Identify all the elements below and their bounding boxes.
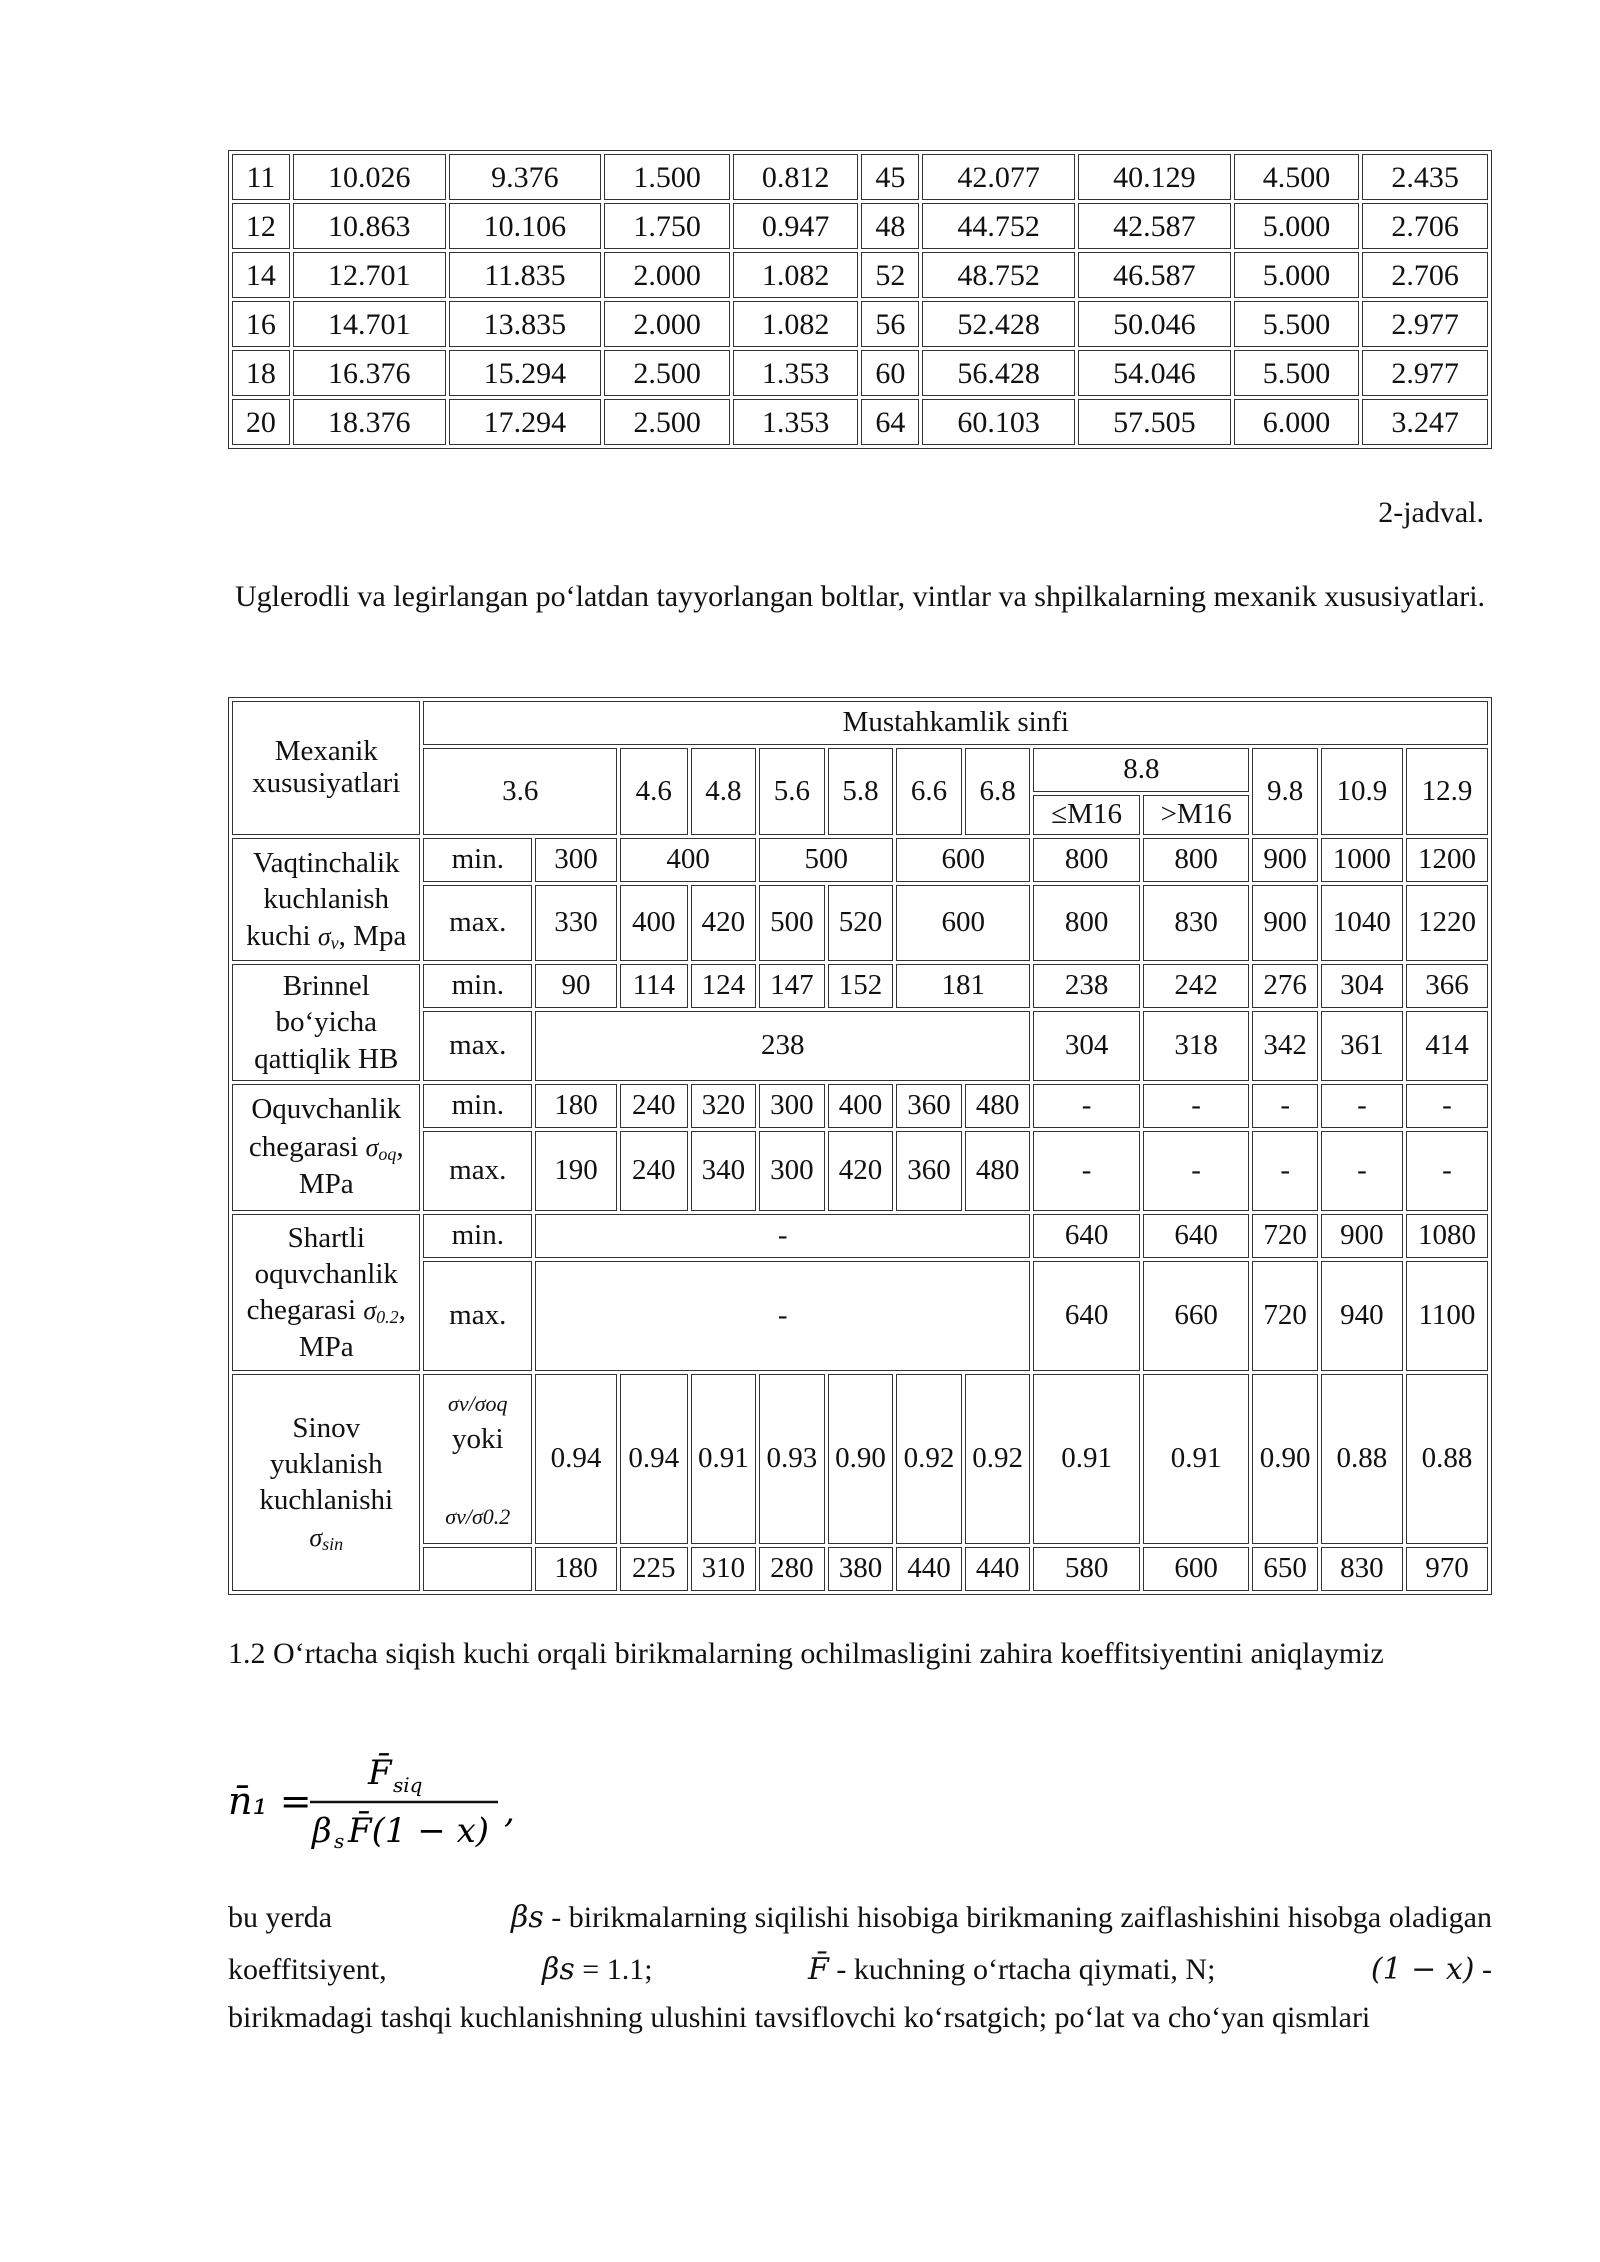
table-cell: 42.587 [1078,203,1231,249]
cell: - [1143,1131,1250,1211]
formula-beta-sub: s [334,1829,345,1853]
formula-beta: β [312,1811,332,1851]
cell: 800 [1033,885,1140,961]
table-cell: 2.435 [1362,154,1488,200]
cell: 238 [535,1011,1030,1081]
table-cell: 9.376 [449,154,602,200]
formula-numerator-sub: siq [393,1773,423,1797]
cell: 500 [759,838,893,882]
table-cell: 54.046 [1078,350,1231,396]
table-row [232,252,1488,298]
class-8-8-large: >M16 [1143,795,1250,835]
cell: - [1033,1131,1140,1211]
cell: 276 [1252,964,1318,1008]
table-cell: 56 [861,301,919,347]
cell: 0.90 [828,1374,894,1544]
sigma-subscript: oq [378,1143,397,1164]
formula-comma: , [504,1791,515,1831]
explanation-text: - [1481,1953,1492,1986]
sigma-symbol: σ [363,1296,377,1326]
cell: 900 [1252,885,1318,961]
cell: - [1406,1131,1488,1211]
cell: - [1252,1084,1318,1128]
cell: 300 [535,838,617,882]
max-label: max. [423,885,532,961]
cell: 414 [1406,1011,1488,1081]
cell: 300 [759,1084,825,1128]
cell: 400 [620,838,756,882]
sigma-subscript: sin [322,1533,344,1554]
cell: 480 [965,1131,1031,1211]
cell: 366 [1406,964,1488,1008]
table-cell: 2.000 [604,301,730,347]
table-cell: 10.026 [293,154,446,200]
cell: 380 [828,1547,894,1591]
sigma-symbol: σ [317,921,331,951]
cell: 240 [620,1131,688,1211]
table-cell: 6.000 [1234,399,1360,445]
min-label: min. [423,838,532,882]
table-cell: 42.077 [922,154,1075,200]
table-cell: 2.977 [1362,301,1488,347]
table-cell: 15.294 [449,350,602,396]
cell: 650 [1252,1547,1318,1591]
sigma-symbol: σ [309,1522,323,1552]
row-label-proof [232,1214,420,1371]
table-cell: 14.701 [293,301,446,347]
cell: 420 [691,885,757,961]
cell: 720 [1252,1261,1318,1371]
cell: 225 [620,1547,688,1591]
formula-denominator: F̄(1 − x) [348,1811,490,1851]
cell: - [1143,1084,1250,1128]
sigma-subscript: v [330,932,339,953]
cell: 830 [1321,1547,1403,1591]
table-row [232,203,1488,249]
cell: 190 [535,1131,617,1211]
table-cell: 2.000 [604,252,730,298]
table-cell: 10.106 [449,203,602,249]
cell: 1100 [1406,1261,1488,1371]
cell: 640 [1033,1261,1140,1371]
cell: 970 [1406,1547,1488,1591]
table-cell: 2.977 [1362,350,1488,396]
ratio-2: σv/σ0.2 [445,1503,511,1529]
cell: 800 [1033,838,1140,882]
min-label: min. [423,1084,532,1128]
cell: 440 [965,1547,1031,1591]
cell: 640 [1033,1214,1140,1258]
cell: 400 [620,885,688,961]
cell: 90 [535,964,617,1008]
table-title: Uglerodli va legirlangan po‘latdan tayyorlangan boltlar, vintlar va shpilkalarning mexanik xususiyatlari. [234,580,1486,613]
force-symbol: F̄ [808,1952,829,1987]
cell: 940 [1321,1261,1403,1371]
table-row [232,399,1488,445]
table-cell: 10.863 [293,203,446,249]
cell: 900 [1321,1214,1403,1258]
cell: 0.92 [965,1374,1031,1544]
cell: 1000 [1321,838,1403,882]
table-cell: 44.752 [922,203,1075,249]
class-cell: 3.6 [423,748,617,835]
ratio-or: yoki [451,1423,504,1456]
cell: 180 [535,1547,617,1591]
table-cell: 0.812 [733,154,859,200]
cell: - [1321,1084,1403,1128]
cell: 1220 [1406,885,1488,961]
table-cell: 1.353 [733,350,859,396]
formula-numerator: F̄ [368,1753,392,1793]
cell: - [1406,1084,1488,1128]
cell: 830 [1143,885,1250,961]
beta-symbol: βs [542,1952,575,1987]
table-cell: 64 [861,399,919,445]
section-heading: 1.2 O‘rtacha siqish kuchi orqali birikmalarning ochilmasligini zahira koeffitsiyentini aniqlaymiz [228,1637,1384,1670]
cell: 320 [691,1084,757,1128]
row-label-tensile [232,838,420,961]
cell: 124 [691,964,757,1008]
table-cell: 50.046 [1078,301,1231,347]
row-label-text: Shartli oquvchanlik chegarasi [246,1221,398,1327]
cell: 342 [1252,1011,1318,1081]
min-label: min. [423,964,532,1008]
cell: 304 [1321,964,1403,1008]
cell: 420 [828,1131,894,1211]
cell: 318 [1143,1011,1250,1081]
table-cell: 60.103 [922,399,1075,445]
cell: 480 [965,1084,1031,1128]
cell: 240 [620,1084,688,1128]
table-cell: 2.706 [1362,203,1488,249]
table-cell: 2.500 [604,350,730,396]
class-cell: 12.9 [1406,748,1488,835]
table-cell: 48 [861,203,919,249]
max-label: max. [423,1131,532,1211]
cell: 280 [759,1547,825,1591]
row-label-unit: , MPa [298,1130,404,1201]
cell: 152 [828,964,894,1008]
sigma-symbol: σ [365,1132,379,1162]
cell: - [1252,1131,1318,1211]
mechanical-properties-table [228,697,1492,1595]
row-label-text: Sinov yuklanish kuchlanishi [259,1411,394,1517]
explanation-line-1 [228,1896,1492,1940]
table-cell: 3.247 [1362,399,1488,445]
table-cell: 0.947 [733,203,859,249]
explanation-line-2 [228,1948,1492,1992]
table-number: 2-jadval. [1378,496,1484,529]
cell: 147 [759,964,825,1008]
formula-n1 [228,1744,588,1854]
cell: 0.94 [620,1374,688,1544]
table-cell: 4.500 [1234,154,1360,200]
cell: 900 [1252,838,1318,882]
cell: 600 [896,885,1030,961]
header-strength-class: Mustahkamlik sinfi [423,701,1488,745]
table-row [232,301,1488,347]
cell: 800 [1143,838,1250,882]
table-row [232,154,1488,200]
class-cell: 5.8 [828,748,894,835]
cell: 361 [1321,1011,1403,1081]
table-cell: 11 [232,154,290,200]
table-cell: 1.082 [733,301,859,347]
table-cell: 16 [232,301,290,347]
cell: 520 [828,885,894,961]
table-cell: 2.706 [1362,252,1488,298]
cell: 600 [896,838,1030,882]
table-cell: 5.500 [1234,301,1360,347]
table-cell: 14 [232,252,290,298]
table-cell: 57.505 [1078,399,1231,445]
table-cell: 11.835 [449,252,602,298]
table-cell: 20 [232,399,290,445]
row-label-test [232,1374,420,1591]
cell: - [1321,1131,1403,1211]
cell: 360 [896,1084,962,1128]
ratio-1: σv/σoq [447,1390,508,1416]
cell: 310 [691,1547,757,1591]
beta-value: = 1.1; [582,1953,653,1986]
ratio-symbol: (1 − x) [1370,1952,1475,1987]
table-cell: 5.500 [1234,350,1360,396]
cell: 304 [1033,1011,1140,1081]
cell: 181 [896,964,1030,1008]
table-cell: 2.500 [604,399,730,445]
table-cell: 1.353 [733,399,859,445]
cell: 1200 [1406,838,1488,882]
cell: - [535,1214,1030,1258]
class-8-8-small: ≤M16 [1033,795,1140,835]
formula-lhs: n̄₁ = [228,1779,312,1823]
table-cell: 1.750 [604,203,730,249]
class-cell: 9.8 [1252,748,1318,835]
table-cell: 5.000 [1234,203,1360,249]
table-cell: 18 [232,350,290,396]
explanation-text: bu yerda [228,1901,333,1934]
table-cell: 17.294 [449,399,602,445]
cell: 0.91 [1143,1374,1250,1544]
class-cell: 4.6 [620,748,688,835]
cell: 720 [1252,1214,1318,1258]
table-cell: 12.701 [293,252,446,298]
row-label-unit: , Mpa [338,919,407,952]
cell: 600 [1143,1547,1250,1591]
cell: 1080 [1406,1214,1488,1258]
ratio-label [423,1374,532,1544]
explanation-text: koeffitsiyent, [228,1953,387,1986]
cell: 640 [1143,1214,1250,1258]
row-label-brinell: Brinnel bo‘yicha qattiqlik HB [232,964,420,1081]
beta-symbol: βs [511,1900,544,1935]
table-cell: 1.082 [733,252,859,298]
cell: 660 [1143,1261,1250,1371]
cell: - [535,1261,1030,1371]
table-cell: 45 [861,154,919,200]
cell: 400 [828,1084,894,1128]
row-label-text: Oquvchanlik chegarasi [248,1092,402,1163]
cell: 180 [535,1084,617,1128]
explanation-text: - birikmalarning siqilishi hisobiga birikmaning zaiflashishini hisobga oladigan [543,1901,1492,1934]
cell: 242 [1143,964,1250,1008]
row-label-text: Vaqtinchalik kuchlanish kuchi [246,847,400,952]
cell: 0.92 [896,1374,962,1544]
table-cell: 18.376 [293,399,446,445]
cell: 440 [896,1547,962,1591]
cell: 0.91 [691,1374,757,1544]
cell: 0.93 [759,1374,825,1544]
cell: 580 [1033,1547,1140,1591]
cell: 1040 [1321,885,1403,961]
explanation-line-3: birikmadagi tashqi kuchlanishning ulushini tavsiflovchi ko‘rsatgich; po‘lat va cho‘yan qismlari [228,2001,1371,2034]
table-cell: 16.376 [293,350,446,396]
table-cell: 52.428 [922,301,1075,347]
class-cell-8-8: 8.8 [1033,748,1249,792]
class-cell: 4.8 [691,748,757,835]
table-row [232,350,1488,396]
cell: 500 [759,885,825,961]
table-cell: 56.428 [922,350,1075,396]
cell: 0.90 [1252,1374,1318,1544]
cell: 114 [620,964,688,1008]
table-cell: 60 [861,350,919,396]
table-cell: 52 [861,252,919,298]
header-properties: Mexanik xususiyatlari [232,701,420,835]
max-label: max. [423,1011,532,1081]
sigma-subscript: 0.2 [376,1307,399,1328]
row-label-yield [232,1084,420,1211]
table-cell: 5.000 [1234,252,1360,298]
table-cell: 40.129 [1078,154,1231,200]
class-cell: 5.6 [759,748,825,835]
cell: 340 [691,1131,757,1211]
table-cell: 48.752 [922,252,1075,298]
cell: 238 [1033,964,1140,1008]
explanation-text: - kuchning o‘rtacha qiymati, N; [836,1953,1216,1986]
min-label: min. [423,1214,532,1258]
table-cell: 13.835 [449,301,602,347]
cell: 300 [759,1131,825,1211]
max-label: max. [423,1261,532,1371]
table-cell: 1.500 [604,154,730,200]
class-cell: 6.6 [896,748,962,835]
cell: 360 [896,1131,962,1211]
table-cell: 12 [232,203,290,249]
cell: 0.88 [1406,1374,1488,1544]
row-label-unit: , MPa [298,1294,406,1363]
table-cell: 46.587 [1078,252,1231,298]
cell: 330 [535,885,617,961]
cell: 0.91 [1033,1374,1140,1544]
cell: 0.88 [1321,1374,1403,1544]
class-cell: 6.8 [965,748,1031,835]
thread-dimensions-table [228,150,1492,449]
cell: 0.94 [535,1374,617,1544]
cell: - [1033,1084,1140,1128]
class-cell: 10.9 [1321,748,1403,835]
empty-cell [423,1547,532,1591]
